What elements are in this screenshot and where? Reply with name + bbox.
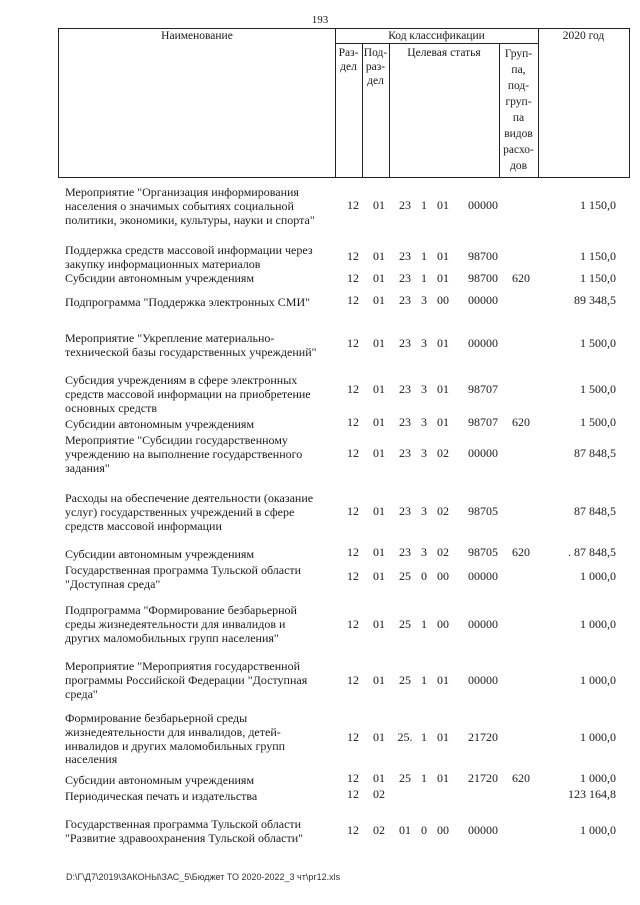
row-target-subprogram: 1 [421,673,427,687]
row-target-program: 25 [399,569,411,583]
row-target-subprogram: 0 [421,569,427,583]
row-target-subprogram: 0 [421,823,427,837]
row-target-code: 00000 [468,823,498,837]
row-name: Субсидия учреждениям в сфере электронных средств массовой информации на приобретение основных средств [65,373,311,415]
row-target-code: 00000 [468,293,498,307]
row-target-program: 23 [399,336,411,350]
header-year: 2020 год [562,30,605,42]
row-target-event: 01 [437,198,449,212]
table-header [58,28,630,178]
row-target-program: 23 [399,382,411,396]
row-razdel: 12 [347,673,359,687]
row-expense-type: 620 [512,545,530,559]
row-target-event: 00 [437,569,449,583]
row-expense-type: 620 [512,771,530,785]
row-podrazdel: 01 [373,617,385,631]
row-podrazdel: 01 [373,382,385,396]
header-name: Наименование [161,30,233,42]
page-number: 193 [311,14,329,26]
row-name: Мероприятие "Организация информирования населения о значимых событиях социальной политики, экономики, культуры, науки и спорта" [65,185,315,227]
row-razdel: 12 [347,198,359,212]
row-name: Субсидии автономным учреждениям [65,547,255,561]
row-target-program: 25. [397,730,413,744]
row-target-code: 98705 [468,504,498,518]
row-target-event: 01 [437,336,449,350]
row-amount: 1 000,0 [580,673,616,687]
row-target-program: 25 [399,673,411,687]
row-name: Государственная программа Тульской области "Развитие здравоохранения Тульской области" [65,817,304,845]
row-target-event: 01 [437,730,449,744]
row-podrazdel: 01 [373,249,385,263]
row-target-program: 01 [399,823,411,837]
row-amount: . 87 848,5 [568,545,616,559]
row-podrazdel: 01 [373,271,385,285]
row-podrazdel: 01 [373,293,385,307]
row-amount: 1 500,0 [580,415,616,429]
row-razdel: 12 [347,446,359,460]
row-podrazdel: 01 [373,730,385,744]
row-target-program: 23 [399,271,411,285]
row-target-event: 01 [437,415,449,429]
row-amount: 1 500,0 [580,336,616,350]
row-name: Подпрограмма "Формирование безбарьерной среды жизнедеятельности для инвалидов и других маломобильных групп населения" [65,603,297,645]
row-target-program: 23 [399,293,411,307]
row-podrazdel: 01 [373,446,385,460]
row-name: Поддержка средств массовой информации через закупку информационных материалов [65,243,313,271]
row-amount: 1 000,0 [580,771,616,785]
row-name: Государственная программа Тульской области "Доступная среда" [65,563,302,591]
row-target-code: 00000 [468,336,498,350]
row-target-code: 98707 [468,382,498,396]
row-target-event: 01 [437,271,449,285]
row-razdel: 12 [347,382,359,396]
row-amount: 1 150,0 [580,271,616,285]
row-expense-type: 620 [512,271,530,285]
row-target-code: 21720 [468,730,498,744]
row-target-subprogram: 1 [421,249,427,263]
divider [389,43,390,177]
row-target-program: 23 [399,415,411,429]
row-target-event: 00 [437,293,449,307]
row-target-code: 00000 [468,569,498,583]
row-podrazdel: 02 [373,787,385,801]
row-target-subprogram: 1 [421,771,427,785]
row-podrazdel: 01 [373,198,385,212]
row-podrazdel: 01 [373,569,385,583]
row-target-event: 00 [437,617,449,631]
row-name: Периодическая печать и издательства [65,789,258,803]
row-target-event: 01 [437,673,449,687]
row-razdel: 12 [347,823,359,837]
row-target-subprogram: 3 [421,415,427,429]
row-target-code: 21720 [468,771,498,785]
row-target-code: 00000 [468,617,498,631]
row-target-event: 01 [437,771,449,785]
row-razdel: 12 [347,771,359,785]
row-name: Подпрограмма "Поддержка электронных СМИ" [65,295,311,309]
row-name: Субсидии автономным учреждениям [65,271,255,285]
divider [538,29,539,177]
row-target-program: 23 [399,545,411,559]
row-razdel: 12 [347,336,359,350]
row-podrazdel: 01 [373,545,385,559]
row-amount: 89 348,5 [574,293,616,307]
row-target-program: 23 [399,446,411,460]
row-target-subprogram: 3 [421,336,427,350]
header-podrazdel: Под- раз- дел [363,47,388,87]
divider [335,43,538,44]
row-razdel: 12 [347,617,359,631]
header-target: Целевая статья [407,47,481,59]
row-target-event: 02 [437,446,449,460]
row-amount: 87 848,5 [574,504,616,518]
header-razdel: Раз- дел [338,47,359,73]
row-target-code: 98700 [468,271,498,285]
row-name: Формирование безбарьерной среды жизнедеятельности для инвалидов, детей- инвалидов и других маломобильных групп населения [65,711,286,767]
row-target-subprogram: 3 [421,545,427,559]
row-target-program: 23 [399,198,411,212]
header-group: Груп- па, под- груп- па видов расхо- дов [503,48,534,172]
row-amount: 1 150,0 [580,249,616,263]
row-amount: 1 000,0 [580,617,616,631]
row-name: Мероприятие "Мероприятия государственной программы Российской Федерации "Доступная среда" [65,659,308,701]
row-razdel: 12 [347,545,359,559]
row-target-program: 23 [399,504,411,518]
row-target-code: 00000 [468,673,498,687]
row-podrazdel: 02 [373,823,385,837]
row-name: Субсидии автономным учреждениям [65,417,255,431]
row-amount: 1 150,0 [580,198,616,212]
row-target-program: 23 [399,249,411,263]
row-amount: 1 000,0 [580,569,616,583]
row-podrazdel: 01 [373,336,385,350]
row-podrazdel: 01 [373,415,385,429]
row-razdel: 12 [347,730,359,744]
row-target-subprogram: 3 [421,504,427,518]
row-podrazdel: 01 [373,673,385,687]
row-target-code: 00000 [468,198,498,212]
row-target-event: 01 [437,249,449,263]
row-target-code: 98705 [468,545,498,559]
row-target-event: 01 [437,382,449,396]
row-target-event: 02 [437,504,449,518]
row-podrazdel: 01 [373,504,385,518]
row-razdel: 12 [347,293,359,307]
row-target-code: 00000 [468,446,498,460]
row-target-subprogram: 1 [421,198,427,212]
row-razdel: 12 [347,569,359,583]
row-amount: 1 000,0 [580,730,616,744]
row-name: Мероприятие "Укрепление материально- технической базы государственных учреждений" [65,331,317,359]
row-razdel: 12 [347,249,359,263]
header-code: Код классификации [388,30,485,42]
file-path-footer: D:\Г\Д7\2019\ЗАКОНЫ\ЗАС_5\Бюджет ТО 2020-2022_3 чт\рг12.xls [66,872,341,882]
row-target-program: 25 [399,771,411,785]
row-amount: 1 000,0 [580,823,616,837]
row-razdel: 12 [347,504,359,518]
row-target-subprogram: 3 [421,446,427,460]
row-amount: 1 500,0 [580,382,616,396]
row-name: Субсидии автономным учреждениям [65,773,255,787]
row-target-code: 98707 [468,415,498,429]
row-target-subprogram: 1 [421,730,427,744]
row-target-code: 98700 [468,249,498,263]
row-target-subprogram: 3 [421,293,427,307]
row-target-program: 25 [399,617,411,631]
row-podrazdel: 01 [373,771,385,785]
row-expense-type: 620 [512,415,530,429]
row-target-event: 02 [437,545,449,559]
row-razdel: 12 [347,787,359,801]
row-target-event: 00 [437,823,449,837]
row-name: Мероприятие "Субсидии государственному учреждению на выполнение государственного задания" [65,433,303,475]
row-target-subprogram: 1 [421,271,427,285]
row-target-subprogram: 3 [421,382,427,396]
row-razdel: 12 [347,271,359,285]
row-target-subprogram: 1 [421,617,427,631]
row-amount: 123 164,8 [568,787,616,801]
row-razdel: 12 [347,415,359,429]
row-amount: 87 848,5 [574,446,616,460]
row-name: Расходы на обеспечение деятельности (оказание услуг) государственных учреждений в сфере средств массовой информации [65,491,314,533]
